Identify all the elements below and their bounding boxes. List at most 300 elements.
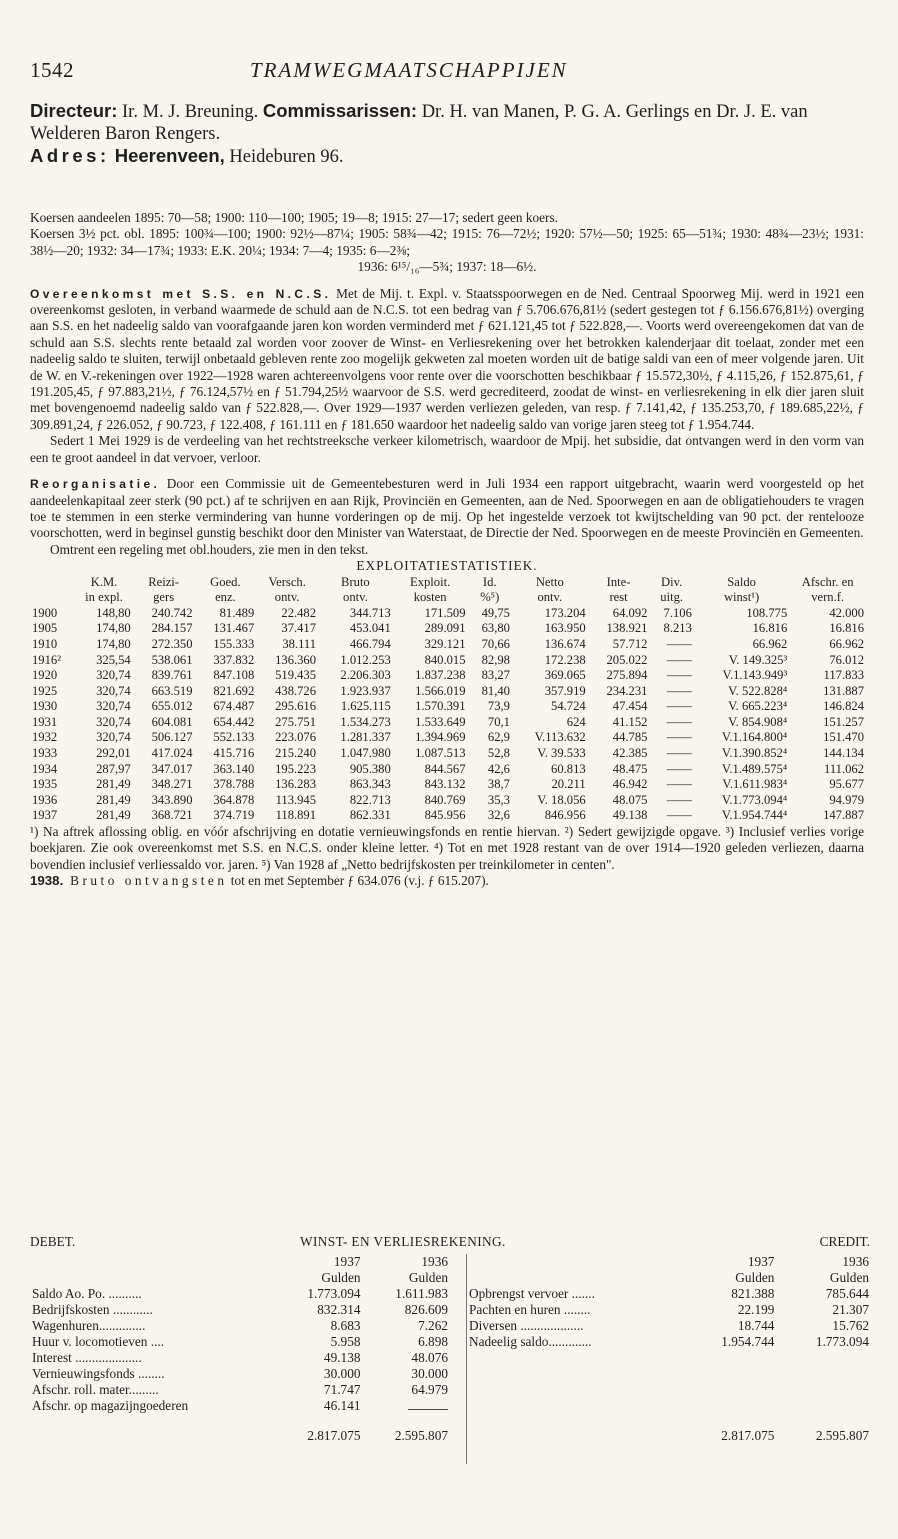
page-header <box>30 58 858 88</box>
stats-year-cell: 1932 <box>32 730 58 745</box>
adres-town: Heerenveen, <box>109 145 225 166</box>
debet-table <box>30 1254 450 1444</box>
stats-header-cell: ontv. <box>274 590 300 605</box>
stats-cell: 840.769 <box>424 792 466 807</box>
stats-row <box>30 699 866 715</box>
stats-cell: 347.017 <box>151 761 193 776</box>
stats-header-row-2 <box>30 590 866 606</box>
stats-cell: 655.012 <box>151 699 193 714</box>
wv-year-header: 1936 <box>421 1254 448 1269</box>
stats-cell: —— <box>666 683 692 698</box>
stats-cell: 348.271 <box>151 777 193 792</box>
stats-cell: V. 665.223⁴ <box>728 699 788 714</box>
stats-year-cell: 1930 <box>32 699 58 714</box>
wv-item-label: Nadeelig saldo............. <box>469 1334 592 1349</box>
stats-cell: —— <box>666 730 692 745</box>
stats-cell: 41.152 <box>612 714 648 729</box>
stats-cell: 118.891 <box>275 808 317 823</box>
stats-cell: 552.133 <box>213 730 255 745</box>
stats-cell: 64.092 <box>612 605 648 620</box>
wv-row <box>467 1286 871 1302</box>
stats-cell: V. 149.325³ <box>728 652 788 667</box>
stats-header-cell: ontv. <box>343 590 368 605</box>
stats-cell: 844.567 <box>424 761 466 776</box>
wv-amount: 832.314 <box>317 1302 361 1317</box>
stats-cell: 281,49 <box>96 777 131 792</box>
stats-cell: 73,9 <box>487 699 510 714</box>
stats-row <box>30 730 866 746</box>
stats-header-cell: Inte- <box>606 574 631 589</box>
stats-header-cell: Goed. <box>210 574 241 589</box>
wv-total: 2.595.807 <box>394 1428 448 1443</box>
stats-cell: 223.076 <box>275 730 317 745</box>
stats-cell: 275.751 <box>275 714 317 729</box>
stats-cell: 821.692 <box>213 683 255 698</box>
wv-spacer <box>30 1270 275 1286</box>
wv-amount: 64.979 <box>411 1382 448 1397</box>
wv-amount: 21.307 <box>832 1302 869 1317</box>
wv-row <box>30 1302 450 1318</box>
wv-amount: 1.773.094 <box>815 1334 869 1349</box>
wv-spacer <box>467 1414 682 1444</box>
stats-year-cell: 1937 <box>32 808 58 823</box>
wv-item-label: Pachten en huren ........ <box>469 1302 591 1317</box>
wv-amount: 46.141 <box>323 1398 361 1413</box>
stats-cell: 363.140 <box>213 761 255 776</box>
stats-cell: 674.487 <box>213 699 255 714</box>
stats-cell: 281,49 <box>96 808 131 823</box>
wv-year-header: 1936 <box>842 1254 869 1269</box>
wv-row <box>30 1398 450 1414</box>
stats-cell: 329.121 <box>424 636 466 651</box>
commissarissen-label: Commissarissen: <box>262 100 418 121</box>
stats-year-cell: 1916² <box>32 652 61 667</box>
stats-cell: 344.713 <box>349 605 391 620</box>
stats-cell: 506.127 <box>151 730 193 745</box>
stats-cell: 284.157 <box>151 621 193 636</box>
stats-cell: 287,97 <box>96 761 131 776</box>
stats-row <box>30 808 866 824</box>
wv-item-label: Afschr. roll. mater......... <box>32 1382 159 1397</box>
stats-body <box>30 606 866 824</box>
wv-item-label: Huur v. locomotieven .... <box>32 1334 165 1349</box>
stats-cell: 22.482 <box>281 605 317 620</box>
stats-cell: 1.533.649 <box>415 714 466 729</box>
stats-cell: 20.211 <box>551 777 586 792</box>
stats-cell: —— <box>666 808 692 823</box>
wv-unit-header: Gulden <box>735 1270 775 1285</box>
stats-year-cell: 1936 <box>32 792 58 807</box>
wv-unit-header: Gulden <box>408 1270 448 1285</box>
stats-cell: —— <box>666 668 692 683</box>
adres-label: Adres: <box>30 145 110 166</box>
stats-header-cell: Saldo <box>727 574 756 589</box>
wv-unit-header: Gulden <box>321 1270 361 1285</box>
stats-row <box>30 606 866 622</box>
stats-cell: V.113.632 <box>534 730 586 745</box>
stats-cell: 146.824 <box>823 699 864 714</box>
omtrent-paragraph: Omtrent een regeling met obl.houders, zie men in den tekst. <box>50 541 369 557</box>
stats-header-cell: uitg. <box>660 590 684 605</box>
wv-row <box>30 1350 450 1366</box>
wv-amount: 821.388 <box>731 1286 775 1301</box>
address-line <box>30 145 864 168</box>
reorganisatie-heading: Reorganisatie. <box>30 477 161 492</box>
stats-cell: 281,49 <box>96 792 131 807</box>
stats-header-cell: enz. <box>215 590 236 605</box>
stats-cell: 604.081 <box>151 714 193 729</box>
stats-cell: 108.775 <box>746 605 788 620</box>
stats-cell: 35,3 <box>487 792 510 807</box>
wv-total: 2.595.807 <box>815 1428 869 1443</box>
stats-year-cell: 1910 <box>32 636 58 651</box>
stats-cell: 117.833 <box>823 668 864 683</box>
stats-header-cell: winst¹) <box>723 590 760 605</box>
stats-cell: 822.713 <box>349 792 391 807</box>
wv-spacer <box>467 1270 682 1286</box>
stats-cell: 320,74 <box>96 714 131 729</box>
stats-year-cell: 1920 <box>32 668 58 683</box>
stats-cell: 111.062 <box>824 761 864 776</box>
stats-header-cell: kosten <box>413 590 447 605</box>
stats-header-cell: ontv. <box>537 590 563 605</box>
stats-header-cell: rest <box>609 590 628 605</box>
stats-row <box>30 715 866 731</box>
stats-header-cell: Reizi- <box>148 574 179 589</box>
wv-row <box>30 1382 450 1398</box>
page-number: 1542 <box>30 58 74 82</box>
wv-amount <box>363 1398 451 1414</box>
stats-cell: 1.047.980 <box>340 746 391 761</box>
stats-cell: 2.206.303 <box>340 668 391 683</box>
bruto-text: tot en met September ƒ 634.076 (v.j. ƒ 615.207). <box>227 873 489 889</box>
stats-cell: 155.333 <box>213 636 255 651</box>
stats-cell: 136.360 <box>275 652 317 667</box>
wv-amount: 49.138 <box>323 1350 361 1365</box>
directors-line <box>30 100 864 145</box>
stats-header-cell: Versch. <box>268 574 306 589</box>
stats-cell: 138.921 <box>606 621 648 636</box>
stats-cell: V. 18.056 <box>537 792 586 807</box>
bruto-year: 1938. <box>30 873 64 889</box>
stats-cell: 66.962 <box>829 636 864 651</box>
stats-cell: 52,8 <box>487 746 510 761</box>
stats-header-cell: Id. <box>482 574 497 589</box>
wv-amount: 71.747 <box>323 1382 361 1397</box>
stats-cell: —— <box>666 699 692 714</box>
stats-header-cell: Div. <box>661 574 683 589</box>
stats-table <box>30 575 866 825</box>
stats-cell: 519.435 <box>275 668 317 683</box>
stats-cell: 16.816 <box>752 621 788 636</box>
stats-cell: 42.000 <box>829 605 864 620</box>
stats-cell: 1.534.273 <box>340 714 391 729</box>
stats-cell: V.1.954.744⁴ <box>721 808 788 823</box>
bruto-line <box>30 873 864 889</box>
stats-cell: 113.945 <box>275 792 317 807</box>
overeenkomst-paragraph <box>30 286 864 434</box>
stats-cell: 63,80 <box>481 621 510 636</box>
stats-header-cell: Netto <box>535 574 564 589</box>
stats-cell: 320,74 <box>96 683 131 698</box>
stats-cell: V. 39.533 <box>537 746 586 761</box>
stats-cell: 1.923.937 <box>340 683 391 698</box>
stats-cell: 16.816 <box>829 621 864 636</box>
stats-row <box>30 637 866 653</box>
stats-year-cell: 1905 <box>32 621 58 636</box>
wv-total: 2.817.075 <box>307 1428 361 1443</box>
wv-row <box>467 1318 871 1334</box>
stats-year-cell: 1933 <box>32 746 58 761</box>
stats-row <box>30 653 866 669</box>
stats-cell: 453.041 <box>349 621 391 636</box>
stats-cell: —— <box>666 761 692 776</box>
stats-cell: 1.281.337 <box>340 730 391 745</box>
stats-cell: 48.475 <box>612 761 648 776</box>
wv-spacer <box>467 1398 682 1414</box>
stats-cell: 54.724 <box>551 699 586 714</box>
stats-cell: 46.942 <box>612 777 648 792</box>
stats-cell: 624 <box>566 714 586 729</box>
overeenkomst-heading: Overeenkomst met S.S. en N.C.S. <box>30 286 332 301</box>
stats-cell: 82,98 <box>481 652 510 667</box>
winst-verlies-rekening <box>30 1234 870 1484</box>
stats-cell: 364.878 <box>213 792 255 807</box>
running-title: TRAMWEGMAATSCHAPPIJEN <box>250 58 568 82</box>
stats-cell: 32,6 <box>487 808 510 823</box>
stats-cell: 320,74 <box>96 668 131 683</box>
stats-cell: 325,54 <box>96 652 131 667</box>
stats-cell: V.1.390.852⁴ <box>721 746 788 761</box>
stats-cell: 369.065 <box>544 668 586 683</box>
wv-row <box>30 1318 450 1334</box>
stats-cell: V.1.143.949³ <box>722 668 788 683</box>
stats-cell: 374.719 <box>213 808 255 823</box>
stats-footnotes: ¹) Na aftrek aflossing oblig. en vóór afschrijving en dotatie vernieuwingsfonds en rentie hiervan. ²) Sedert gewijzigde opgave. ³) Inclusief verlies vorige boekjaren. Zie ook overeenkomst met S.S. en N.C.S. onder kleine letter. ⁴) Tot en met 1928 restant van de over 1914—1920 geleden verliezen, daarna bovendien inclusief verliessaldo vor. jaren. ⁵) Van 1928 af „Netto bedrijfskosten per treinkilometer in centen". <box>30 824 864 872</box>
wv-amount: 826.609 <box>404 1302 448 1317</box>
reorganisatie-paragraph <box>30 476 864 542</box>
stats-header-cell <box>30 575 75 591</box>
stats-year-cell: 1900 <box>32 605 58 620</box>
stats-cell: 663.519 <box>151 683 193 698</box>
stats-cell: 415.716 <box>213 746 255 761</box>
stats-header-cell: K.M. <box>90 574 118 589</box>
reorganisatie-text: Door een Commissie uit de Gemeentebesturen werd in Juli 1934 een rapport uitgebracht, waarin werd voorgesteld op het aandeelenkapitaal zeer sterk (90 pct.) af te schrijven en aan Rijk, Provinciën en Gemeenten, aan de Ned. Spoorwegen en aan de obligatiehouders te vragen toe te stemmen in een sterke vermindering van hunne vorderingen op de mij. Op het ingestelde verzoek tot kwijtschelding van 90 pct. der rentelooze voorschotten, werd in beginsel gunstig beschikt door den Minister van Waterstaat, de Directie der Ned. Spoorwegen en de meeste Provinciën en Gemeenten. <box>30 476 864 541</box>
stats-cell: 905.380 <box>349 761 391 776</box>
stats-cell: 81.489 <box>219 605 255 620</box>
stats-cell: —— <box>666 746 692 761</box>
wv-amount: 22.199 <box>737 1302 775 1317</box>
stats-cell: 49,75 <box>481 605 510 620</box>
stats-cell: 840.015 <box>424 652 466 667</box>
koersen-obl-end: 1936: 6¹⁵/₁₆—5¾; 1937: 18—6½. <box>357 259 537 275</box>
stats-row <box>30 621 866 637</box>
stats-cell: 843.132 <box>424 777 466 792</box>
stats-cell: —— <box>666 636 692 651</box>
stats-cell: 44.785 <box>612 730 648 745</box>
stats-cell: —— <box>666 777 692 792</box>
wv-item-label: Saldo Ao. Po. .......... <box>32 1286 142 1301</box>
directeur-label: Directeur: <box>30 100 118 121</box>
stats-title: EXPLOITATIESTATISTIEK. <box>356 558 538 574</box>
stats-cell: 163.950 <box>544 621 586 636</box>
stats-cell: 292,01 <box>96 746 131 761</box>
wv-amount: 1.954.744 <box>721 1334 775 1349</box>
stats-cell: 7.106 <box>663 605 692 620</box>
credit-label: CREDIT. <box>819 1234 870 1249</box>
wv-row <box>30 1286 450 1302</box>
stats-cell: 1.566.019 <box>415 683 466 698</box>
stats-cell: 205.022 <box>606 652 648 667</box>
stats-cell: 131.467 <box>213 621 255 636</box>
stats-cell: 275.894 <box>606 668 648 683</box>
stats-year-cell: 1934 <box>32 761 58 776</box>
stats-cell: 862.331 <box>349 808 391 823</box>
stats-cell: 60.813 <box>551 761 586 776</box>
stats-year-cell: 1931 <box>32 714 58 729</box>
stats-row <box>30 777 866 793</box>
stats-header-cell: Bruto <box>341 574 370 589</box>
stats-header-cell: in expl. <box>85 590 123 605</box>
stats-cell: 48.075 <box>612 792 648 807</box>
stats-row <box>30 793 866 809</box>
stats-cell: V.1.611.983⁴ <box>722 777 788 792</box>
wv-row <box>30 1334 450 1350</box>
sedert-paragraph: Sedert 1 Mei 1929 is de verdeeling van het rechtstreeksche verkeer kilometrisch, waardoor de Mpij. het subsidie, dat ontvangen werd in den vorm van een te groot aandeel in dat vervoer, verloor. <box>30 433 864 465</box>
stats-cell: 1.012.253 <box>340 652 391 667</box>
stats-cell: 151.257 <box>823 714 864 729</box>
stats-cell: —— <box>666 652 692 667</box>
stats-header-row-1 <box>30 575 866 591</box>
stats-cell: 289.091 <box>424 621 466 636</box>
debet-label: DEBET. <box>30 1234 76 1249</box>
stats-cell: 172.238 <box>544 652 586 667</box>
overeenkomst-text: Met de Mij. t. Expl. v. Staatsspoorwegen en de Ned. Centraal Spoorweg Mij. werd in 1921 een overeenkomst gesloten, in verband waarmede de schuld aan de N.C.S. tot een bedrag van ƒ 5.706.676,81½ (sedert gestegen tot ƒ 6.156.676,81½) overging aan S.S. en het nadeelig saldo van voorafgaande jaren kon worden verminderd met ƒ 621.121,45 tot ƒ 522.828,—. Voorts werd overeengekomen dat van de schuld aan S.S. slechts rente betaald zal worden voor zoover de Winst- en Verliesrekening over het betrokken kalenderjaar dit toelaat, zonder met een nadeelig saldo te sluiten, terwijl onbetaald gebleven rente zoo mogelijk gekweten zal moeten worden uit de batige saldi van een of meer volgende jaren. Uit de W. en V.-rekeningen over 1922—1928 waren achtereenvolgens voor rente over die voorschotten beschikbaar ƒ 15.572,30½, ƒ 4.115,26, ƒ 152.875,61, ƒ 191.205,45, ƒ 97.883,21½, ƒ 76.124,57½ en ƒ 51.794,25½ waarvoor de S.S. werd gecrediteerd, zoodat de winst- en verliesrekening in elk dier jaren sluit met bovengenoemd nadeelig saldo van ƒ 522.828,—. Over 1929—1937 werden verliezen geleden, van resp. ƒ 7.141,42, ƒ 135.253,70, ƒ 189.685,22½, ƒ 309.891,24, ƒ 226.052, ƒ 90.723, ƒ 122.408, ƒ 161.111 en ƒ 181.650 waardoor het nadeelig saldo van vorige jaren steeg tot ƒ 1.954.744. <box>30 285 865 432</box>
stats-year-cell: 1925 <box>32 683 58 698</box>
wv-amount: 48.076 <box>411 1350 448 1365</box>
stats-cell: 417.024 <box>151 746 193 761</box>
stats-cell: 131.887 <box>823 683 864 698</box>
stats-cell: 148,80 <box>96 605 131 620</box>
stats-cell: 47.454 <box>612 699 648 714</box>
stats-cell: 438.726 <box>275 683 317 698</box>
wv-amount: 1.773.094 <box>307 1286 361 1301</box>
stats-cell: 847.108 <box>213 668 255 683</box>
credit-column <box>466 1254 871 1464</box>
stats-cell: 147.887 <box>823 808 864 823</box>
stats-cell: 70,1 <box>487 714 510 729</box>
stats-cell: 144.134 <box>823 746 864 761</box>
wv-row <box>467 1302 871 1318</box>
stats-cell: 295.616 <box>275 699 317 714</box>
stats-cell: 94.979 <box>829 792 864 807</box>
stats-cell: V.1.773.094⁴ <box>721 792 788 807</box>
stats-cell: 343.890 <box>151 792 193 807</box>
wv-title-row <box>30 1234 870 1254</box>
stats-cell: 95.677 <box>829 777 864 792</box>
stats-cell: 272.350 <box>151 636 193 651</box>
stats-cell: 378.788 <box>213 777 255 792</box>
wv-amount: 15.762 <box>832 1318 869 1333</box>
stats-cell: 70,66 <box>481 636 510 651</box>
stats-cell: —— <box>666 714 692 729</box>
stats-cell: 173.204 <box>544 605 586 620</box>
stats-row <box>30 762 866 778</box>
stats-row <box>30 684 866 700</box>
stats-cell: 215.240 <box>275 746 317 761</box>
stats-cell: 320,74 <box>96 730 131 745</box>
wv-item-label: Interest .................... <box>32 1350 142 1365</box>
stats-cell: 195.223 <box>275 761 317 776</box>
adres-street: Heideburen 96. <box>224 147 344 167</box>
bruto-label: Bruto ontvangsten <box>63 873 228 889</box>
stats-cell: 49.138 <box>612 808 648 823</box>
stats-cell: 37.417 <box>281 621 317 636</box>
commissarissen-text: Dr. H. van Manen, P. G. A. Gerlings en Dr. J. E. van Welderen Baron Rengers. <box>30 102 808 144</box>
stats-cell: 654.442 <box>213 714 255 729</box>
main-text <box>30 210 864 890</box>
wv-item-label: Vernieuwingsfonds ........ <box>32 1366 165 1381</box>
stats-year-cell: 1935 <box>32 777 58 792</box>
stats-cell: 368.721 <box>151 808 193 823</box>
stats-cell: 174,80 <box>96 621 131 636</box>
stats-cell: 38.111 <box>282 636 317 651</box>
wv-spacer <box>30 1414 275 1444</box>
debet-column <box>30 1254 450 1444</box>
stats-cell: 136.674 <box>544 636 586 651</box>
stats-cell: V. 522.828⁴ <box>728 683 788 698</box>
wv-item-label: Wagenhuren.............. <box>32 1318 146 1333</box>
stats-header-cell: Exploit. <box>410 574 451 589</box>
stats-row <box>30 746 866 762</box>
wv-amount: 30.000 <box>323 1366 361 1381</box>
stats-cell: 42,6 <box>487 761 510 776</box>
wv-spacer <box>467 1254 682 1270</box>
stats-cell: 57.712 <box>612 636 648 651</box>
stats-cell: 151.470 <box>823 730 864 745</box>
stats-cell: 38,7 <box>487 777 510 792</box>
credit-table <box>467 1254 871 1444</box>
wv-title: WINST- EN VERLIESREKENING. <box>300 1234 506 1249</box>
wv-amount: 5.958 <box>330 1334 361 1349</box>
stats-cell: 66.962 <box>752 636 788 651</box>
stats-cell: 466.794 <box>349 636 391 651</box>
stats-cell: 174,80 <box>96 636 131 651</box>
stats-cell: 8.213 <box>663 621 692 636</box>
wv-amount: 8.683 <box>330 1318 361 1333</box>
stats-cell: 357.919 <box>544 683 586 698</box>
wv-spacer <box>467 1350 682 1366</box>
stats-cell: 845.956 <box>424 808 466 823</box>
stats-cell: 42.385 <box>612 746 648 761</box>
stats-header-cell: Afschr. en <box>801 574 854 589</box>
stats-cell: 320,74 <box>96 699 131 714</box>
stats-row <box>30 668 866 684</box>
wv-item-label: Opbrengst vervoer ....... <box>469 1286 595 1301</box>
stats-cell: 863.343 <box>349 777 391 792</box>
stats-cell: 1.625.115 <box>340 699 391 714</box>
stats-cell: 240.742 <box>151 605 193 620</box>
wv-amount: 1.611.983 <box>395 1286 448 1301</box>
stats-header-cell: vern.f. <box>811 590 845 605</box>
wv-amount: 785.644 <box>825 1286 869 1301</box>
stats-cell: 337.832 <box>213 652 255 667</box>
stats-cell: 76.012 <box>829 652 864 667</box>
wv-item-label: Afschr. op magazijngoederen <box>32 1398 189 1413</box>
stats-cell: 62,9 <box>487 730 510 745</box>
wv-year-header: 1937 <box>333 1254 361 1269</box>
wv-spacer <box>30 1254 275 1270</box>
